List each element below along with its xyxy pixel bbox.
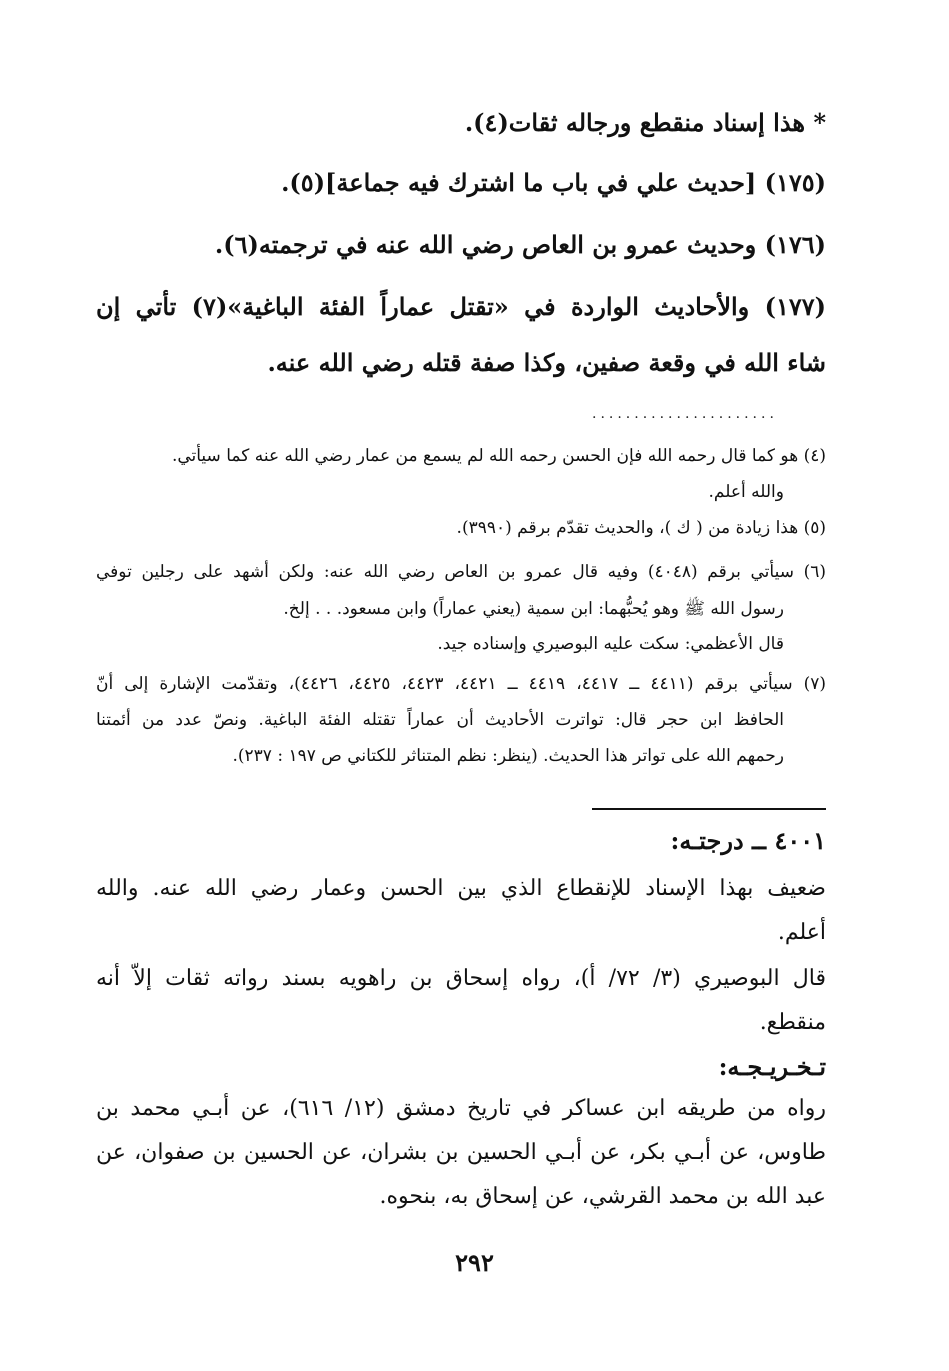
section-rule	[592, 808, 826, 810]
section-heading-grade: ٤٠٠١ ــ درجتـه:	[670, 826, 826, 855]
page-number: ٢٩٢	[455, 1248, 494, 1277]
takhrij-line-2: طاوس، عن أبـي بكر، عن أبـي الحسين بن بشران، عن الحسين بن صفوان، عن	[96, 1140, 826, 1165]
footnote-6-line-1: (٦) سيأتي برقم (٤٠٤٨) وفيه قال عمرو بن العاص رضي الله عنه: ولكن أشهد على رجلين توفي	[96, 562, 826, 582]
main-line-176: (١٧٦) وحديث عمرو بن العاص رضي الله عنه في ترجمته(٦).	[214, 230, 826, 259]
footnote-6-line-3: قال الأعظمي: سكت عليه البوصيري وإسناده جيد.	[437, 634, 784, 654]
grade-line-4: منقطع.	[759, 1010, 826, 1035]
footnote-4-line-2: والله أعلم.	[708, 482, 784, 502]
footnote-5: (٥) هذا زيادة من ( ك )، والحديث تقدّم برقم (٣٩٩٠).	[456, 518, 826, 538]
main-line-1: * هذا إسناد منقطع ورجاله ثقات(٤).	[464, 108, 826, 137]
main-line-175: (١٧٥) [حديث علي في باب ما اشترك فيه جماعة](٥).	[281, 168, 826, 197]
footnote-7-line-2: الحافظ ابن حجر قال: تواترت الأحاديث أن عماراً تقتله الفئة الباغية. ونصّ عدد من أئمتنا	[96, 710, 784, 730]
takhrij-line-3: عبد الله بن محمد القرشي، عن إسحاق به، بنحوه.	[379, 1184, 826, 1209]
takhrij-line-1: رواه من طريقه ابن عساكر في تاريخ دمشق (١٢/ ٦١٦)، عن أبـي محمد بن	[96, 1096, 827, 1121]
footnote-7-line-3: رحمهم الله على تواتر هذا الحديث. (ينظر: نظم المتناثر للكتاني ص ١٩٧ : ٢٣٧).	[232, 746, 784, 766]
grade-line-1: ضعيف بهذا الإسناد للإنقطاع الذي بين الحسن وعمار رضي الله عنه. والله	[96, 876, 826, 901]
footnote-separator: ......................	[592, 406, 778, 418]
grade-line-2: أعلم.	[777, 920, 826, 945]
footnote-6-line-2: رسول الله ﷺ وهو يُحبُّهما: ابن سمية (يعني عماراً) وابن مسعود. . . إلخ.	[283, 599, 784, 619]
main-line-177-cont: شاء الله في وقعة صفين، وكذا صفة قتله رضي الله عنه.	[267, 348, 826, 377]
section-heading-takhrij: تـخـريـجـه:	[718, 1052, 826, 1081]
footnote-7-line-1: (٧) سيأتي برقم (٤٤١١ ــ ٤٤١٧، ٤٤١٩ ــ ٤٤٢١، ٤٤٢٣، ٤٤٢٥، ٤٤٢٦)، وتقدّمت الإشارة إلى أنّ	[96, 674, 827, 694]
footnote-4-line-1: (٤) هو كما قال رحمه الله فإن الحسن رحمه الله لم يسمع من عمار رضي الله عنه كما سيأتي.	[171, 446, 826, 466]
main-line-177: (١٧٧) والأحاديث الواردة في «تقتل عماراً الفئة الباغية»(٧) تأتي إن	[96, 292, 826, 321]
grade-line-3: قال البوصيري (٣/ ٧٢/ أ)، رواه إسحاق بن راهويه بسند رواته ثقات إلاّ أنه	[96, 966, 827, 991]
